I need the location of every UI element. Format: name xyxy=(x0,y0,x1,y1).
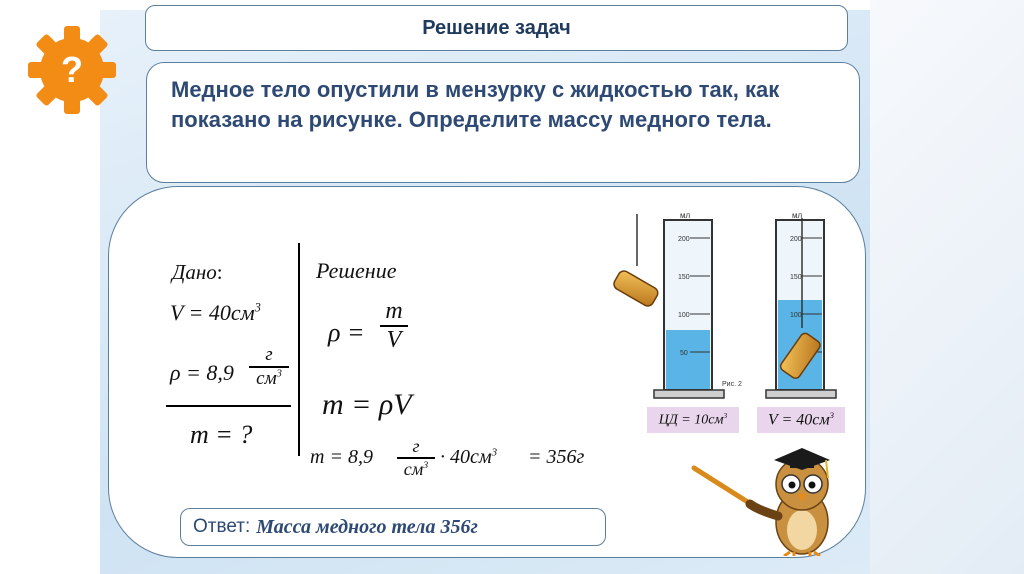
given-density-text: ρ = 8,9 xyxy=(170,360,234,385)
calc-unit-fraction xyxy=(397,436,435,480)
calc-unit-bottom-row: $см^3$ xyxy=(403,458,429,479)
calc-unit-bottom: см xyxy=(403,458,424,479)
rho-formula-left: ρ = xyxy=(328,318,365,347)
given-colon: : xyxy=(216,260,223,284)
division-value-text: ЦД = 10см xyxy=(658,412,724,428)
calc-right-text: · 40см xyxy=(440,446,492,468)
question-badge-icon xyxy=(26,24,118,116)
task-text: Медное тело опустили в мензурку с жидкостью так, как показано на рисунке. Определите массу медного тела. xyxy=(171,77,780,132)
left-tick-100: 100 xyxy=(678,312,690,319)
rho-numerator: m xyxy=(385,298,403,324)
given-density-unit xyxy=(249,344,289,390)
calc-right: · $40см^3$ xyxy=(440,446,498,468)
badge-symbol: ? xyxy=(61,49,83,90)
given-heading-row xyxy=(172,260,223,285)
left-tick-150: 150 xyxy=(678,274,690,281)
calc-unit-top: г xyxy=(412,436,420,456)
left-tick-50: 50 xyxy=(680,350,688,357)
right-tick-150: 150 xyxy=(790,274,802,281)
right-unit: мл xyxy=(792,211,803,220)
page-title: Решение задач xyxy=(422,16,571,39)
solution-heading: Решение xyxy=(316,258,397,283)
answer-box xyxy=(180,508,606,546)
cylinder-left xyxy=(612,211,742,398)
given-find: m = ? xyxy=(190,420,253,449)
given-volume: $V = 40см^3$ xyxy=(170,300,261,325)
measuring-cylinders-illustration xyxy=(600,208,860,406)
title-bar xyxy=(145,5,848,51)
given-divider xyxy=(166,405,291,407)
right-margin xyxy=(870,0,1024,574)
right-tick-200: 200 xyxy=(790,236,802,243)
given-volume-text: V = 40см xyxy=(170,300,255,325)
figure-caption: Рис. 2 xyxy=(722,381,742,388)
given-unit-top: г xyxy=(265,344,273,365)
division-value-text-row: ЦД = $10см^3$ xyxy=(658,411,728,428)
rho-denominator: V xyxy=(386,326,402,353)
volume-label xyxy=(757,407,845,433)
right-tick-100: 100 xyxy=(790,312,802,319)
owl-teacher-illustration xyxy=(690,438,840,556)
rho-fraction xyxy=(380,298,408,354)
left-tick-200: 200 xyxy=(678,236,690,243)
given-density xyxy=(170,360,234,386)
mass-formula: m = ρV xyxy=(322,388,412,421)
cylinder-right xyxy=(766,211,836,398)
left-unit: мл xyxy=(680,211,691,220)
given-heading: Дано xyxy=(172,260,217,284)
answer-prefix: Ответ: xyxy=(193,516,251,537)
calc-left: m = 8,9 xyxy=(310,446,373,468)
answer-text: Масса медного тела 356г xyxy=(256,515,478,538)
given-solution-separator xyxy=(298,243,300,456)
task-box xyxy=(146,62,860,183)
given-unit-bottom-row: $см^3$ xyxy=(256,367,282,389)
given-unit-bottom: см xyxy=(256,367,277,389)
division-value-label xyxy=(647,407,739,433)
volume-text: V = 40см xyxy=(768,411,830,429)
volume-text-row: $V = 40см^3$ xyxy=(768,410,834,429)
calc-result: = 356г xyxy=(528,446,585,468)
